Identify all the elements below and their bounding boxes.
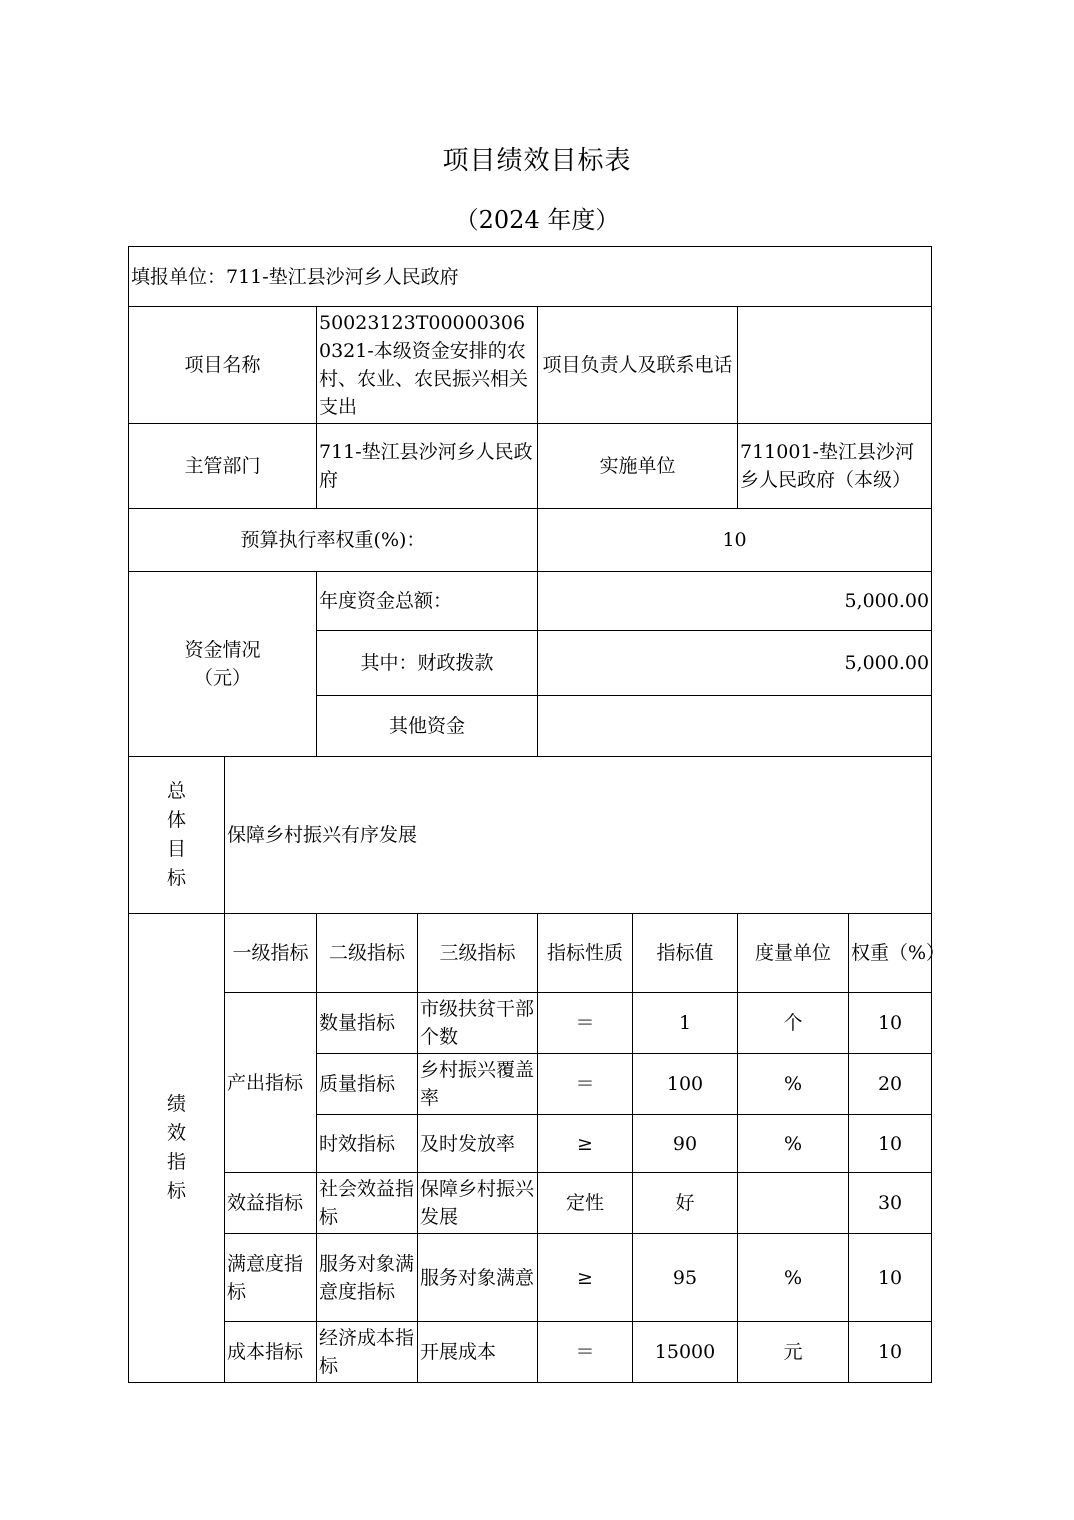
unit-cell: % bbox=[738, 1054, 849, 1115]
value-cell: 95 bbox=[633, 1234, 738, 1322]
header-level3: 三级指标 bbox=[418, 914, 538, 993]
value-cell: 100 bbox=[633, 1054, 738, 1115]
unit-cell: 元 bbox=[738, 1322, 849, 1383]
page-title: 项目绩效目标表 bbox=[442, 146, 632, 176]
weight-cell: 30 bbox=[849, 1173, 932, 1234]
annual-total-label: 年度资金总额： bbox=[317, 572, 538, 631]
unit-cell: % bbox=[738, 1115, 849, 1173]
header-weight: 权重（%） bbox=[849, 914, 932, 993]
level3-cell: 及时发放率 bbox=[418, 1115, 538, 1173]
level2-cell: 服务对象满意度指标 bbox=[317, 1234, 418, 1322]
annual-total-value: 5,000.00 bbox=[538, 572, 932, 631]
level3-cell: 开展成本 bbox=[418, 1322, 538, 1383]
header-value: 指标值 bbox=[633, 914, 738, 993]
level2-cell: 质量指标 bbox=[317, 1054, 418, 1115]
weight-cell: 10 bbox=[849, 1115, 932, 1173]
header-level1: 一级指标 bbox=[225, 914, 317, 993]
weight-cell: 20 bbox=[849, 1054, 932, 1115]
project-name-label: 项目名称 bbox=[129, 307, 317, 424]
fiscal-label: 其中：财政拨款 bbox=[317, 631, 538, 696]
budget-rate-value: 10 bbox=[538, 509, 932, 572]
value-cell: 1 bbox=[633, 993, 738, 1054]
header-unit: 度量单位 bbox=[738, 914, 849, 993]
value-cell: 15000 bbox=[633, 1322, 738, 1383]
value-cell: 90 bbox=[633, 1115, 738, 1173]
impl-value: 711001-垫江县沙河乡人民政府（本级） bbox=[738, 424, 932, 509]
level1-output: 产出指标 bbox=[225, 993, 317, 1173]
level2-cell: 时效指标 bbox=[317, 1115, 418, 1173]
level1-benefit: 效益指标 bbox=[225, 1173, 317, 1234]
other-funds-label: 其他资金 bbox=[317, 696, 538, 757]
level3-cell: 乡村振兴覆盖率 bbox=[418, 1054, 538, 1115]
performance-indicators-label: 绩效指标 bbox=[129, 914, 225, 1383]
other-funds-value bbox=[538, 696, 932, 757]
level1-satisfaction: 满意度指标 bbox=[225, 1234, 317, 1322]
weight-cell: 10 bbox=[849, 1234, 932, 1322]
contact-label: 项目负责人及联系电话 bbox=[538, 307, 738, 424]
value-cell: 好 bbox=[633, 1173, 738, 1234]
overall-goal-label: 总体目标 bbox=[129, 757, 225, 914]
level3-cell: 保障乡村振兴发展 bbox=[418, 1173, 538, 1234]
nature-cell: ＝ bbox=[538, 1054, 633, 1115]
table-row bbox=[129, 993, 932, 1054]
weight-cell: 10 bbox=[849, 993, 932, 1054]
nature-cell: ≥ bbox=[538, 1115, 633, 1173]
table-row bbox=[129, 1234, 932, 1322]
nature-cell: ＝ bbox=[538, 1322, 633, 1383]
header-level2: 二级指标 bbox=[317, 914, 418, 993]
funds-label: 资金情况（元） bbox=[129, 572, 317, 757]
nature-cell: ≥ bbox=[538, 1234, 633, 1322]
level3-cell: 市级扶贫干部个数 bbox=[418, 993, 538, 1054]
overall-goal-value: 保障乡村振兴有序发展 bbox=[225, 757, 932, 914]
level3-cell: 服务对象满意 bbox=[418, 1234, 538, 1322]
table-row bbox=[129, 1322, 932, 1383]
unit-cell: 个 bbox=[738, 993, 849, 1054]
level2-cell: 经济成本指标 bbox=[317, 1322, 418, 1383]
reporting-unit: 填报单位：711-垫江县沙河乡人民政府 bbox=[129, 247, 932, 307]
level2-cell: 社会效益指标 bbox=[317, 1173, 418, 1234]
nature-cell: 定性 bbox=[538, 1173, 633, 1234]
impl-label: 实施单位 bbox=[538, 424, 738, 509]
dept-value: 711-垫江县沙河乡人民政府 bbox=[317, 424, 538, 509]
level2-cell: 数量指标 bbox=[317, 993, 418, 1054]
budget-rate-label: 预算执行率权重(%)： bbox=[129, 509, 538, 572]
unit-cell bbox=[738, 1173, 849, 1234]
contact-value bbox=[738, 307, 932, 424]
page-subtitle: （2024 年度） bbox=[454, 206, 620, 234]
performance-target-table bbox=[128, 246, 946, 1383]
weight-cell: 10 bbox=[849, 1322, 932, 1383]
nature-cell: ＝ bbox=[538, 993, 633, 1054]
project-name-value: 50023123T000003060321-本级资金安排的农村、农业、农民振兴相关支出 bbox=[317, 307, 538, 424]
dept-label: 主管部门 bbox=[129, 424, 317, 509]
level1-cost: 成本指标 bbox=[225, 1322, 317, 1383]
header-nature: 指标性质 bbox=[538, 914, 633, 993]
table-row bbox=[129, 1173, 932, 1234]
unit-cell: % bbox=[738, 1234, 849, 1322]
fiscal-value: 5,000.00 bbox=[538, 631, 932, 696]
